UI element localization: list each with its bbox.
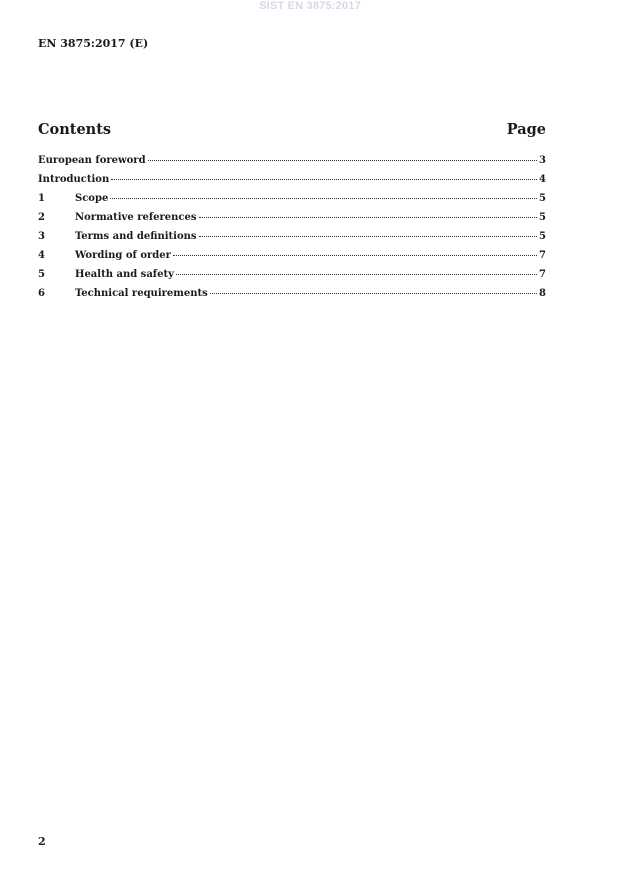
page-number: 2: [38, 835, 46, 848]
toc-entry-european-foreword[interactable]: [38, 155, 546, 174]
toc-entry-title: Technical requirements: [75, 288, 208, 299]
toc-entry-title: Introduction: [38, 174, 110, 185]
watermark: SIST EN 3875:2017: [259, 0, 361, 12]
toc-entry-number: 3: [38, 231, 45, 242]
contents-heading: Contents: [38, 121, 112, 138]
dot-leader: [199, 236, 538, 237]
toc-entry-page: 5: [539, 212, 546, 223]
toc-entry-number: 1: [38, 193, 45, 204]
toc-entry-scope[interactable]: [38, 193, 546, 212]
dot-leader: [110, 198, 537, 199]
toc-entry-terms-and-definitions[interactable]: [38, 231, 546, 250]
toc-entry-title: Terms and definitions: [75, 231, 197, 242]
dot-leader: [210, 293, 537, 294]
page-column-heading: Page: [506, 121, 546, 138]
toc-entry-number: 6: [38, 288, 45, 299]
toc-entry-title: Health and safety: [75, 269, 174, 280]
toc-entry-title: Normative references: [75, 212, 197, 223]
toc-entry-number: 2: [38, 212, 45, 223]
dot-leader: [176, 274, 537, 275]
toc-entry-wording-of-order[interactable]: [38, 250, 546, 269]
dot-leader: [173, 255, 537, 256]
toc-entry-number: 4: [38, 250, 45, 261]
toc-entry-title: European foreword: [38, 155, 146, 166]
toc-entry-page: 5: [539, 193, 546, 204]
toc-entry-page: 3: [539, 155, 546, 166]
toc-entry-page: 5: [539, 231, 546, 242]
contents-header: [38, 121, 546, 138]
toc-entry-number: 5: [38, 269, 45, 280]
dot-leader: [148, 160, 537, 161]
toc-entry-health-and-safety[interactable]: [38, 269, 546, 288]
toc-entry-page: 7: [539, 269, 546, 280]
toc-entry-page: 7: [539, 250, 546, 261]
table-of-contents: [38, 155, 546, 307]
toc-entry-introduction[interactable]: [38, 174, 546, 193]
toc-entry-normative-references[interactable]: [38, 212, 546, 231]
toc-entry-page: 8: [539, 288, 546, 299]
toc-entry-title: Scope: [75, 193, 109, 204]
toc-entry-technical-requirements[interactable]: [38, 288, 546, 307]
toc-entry-page: 4: [539, 174, 546, 185]
dot-leader: [111, 179, 537, 180]
document-id: EN 3875:2017 (E): [38, 37, 149, 50]
toc-entry-title: Wording of order: [75, 250, 171, 261]
dot-leader: [199, 217, 538, 218]
